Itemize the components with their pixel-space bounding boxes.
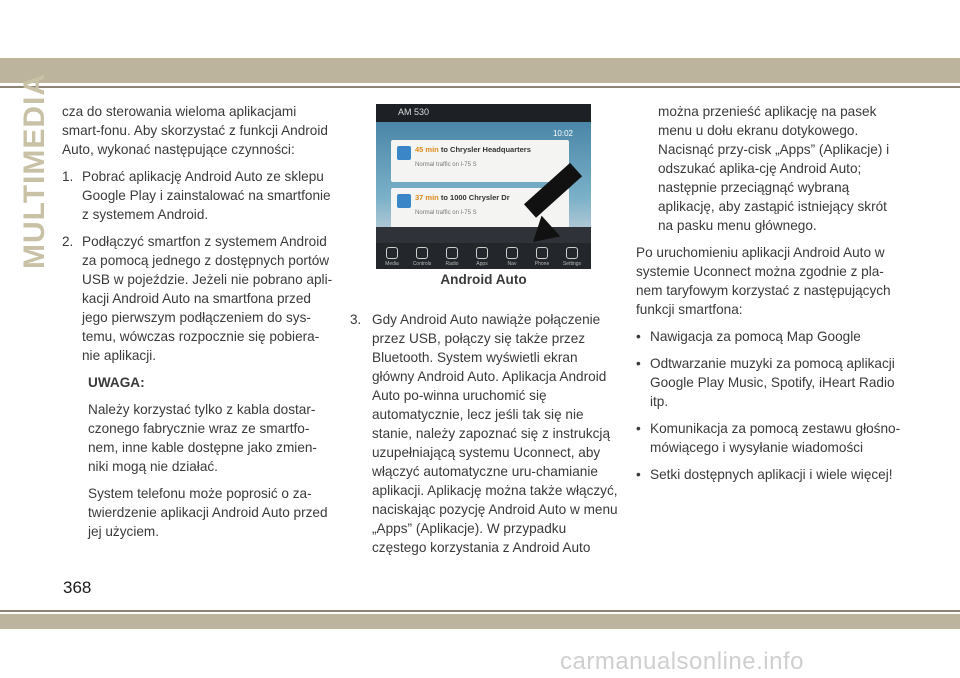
apps-label: Apps (476, 261, 488, 267)
column-1 (62, 102, 335, 549)
note-paragraph-2: System telefonu może poprosić o za-twierdzenie aplikacji Android Auto przed jej użyciem. (88, 486, 328, 539)
note-block (88, 373, 335, 541)
bullet-item (636, 327, 904, 346)
step-number: 1. (62, 169, 74, 184)
nav-card-2-title (415, 193, 510, 202)
settings-icon (566, 247, 578, 259)
media-label: Media (385, 261, 399, 267)
column-3 (636, 102, 904, 492)
navigation-icon (397, 146, 411, 160)
bullet-item (636, 354, 904, 411)
note-paragraph-1: Należy korzystać tylko z kabla dostar-czonego fabrycznie wraz ze smartfo-nem, inne kable dostępne jako zmien-niki mogą nie działać. (88, 402, 317, 474)
bullet-text: Komunikacja za pomocą zestawu głośno-mówiącego i wysyłanie wiadomości (650, 421, 901, 455)
bullet-icon: • (636, 421, 641, 436)
figure-caption: Android Auto (440, 272, 527, 287)
step-text: Podłączyć smartfon z systemem Android za pomocą jednego z dostępnych portów USB w pojeździe. Jeżeli nie pobrano apli-kacji Android Auto na smartfona przed jego pierwszym podłączeniem do sys-temu, wówczas rozpocznie się pobiera-nie aplikacji. (82, 234, 333, 363)
bullet-item (636, 419, 904, 457)
footer-bar (0, 614, 960, 629)
step-number: 3. (350, 312, 362, 327)
page-number: 368 (63, 578, 92, 597)
bullet-icon: • (636, 356, 641, 371)
watermark: carmanualsonline.info (560, 648, 804, 675)
radio-label: Radio (445, 261, 459, 267)
nav-card-2-destination: to 1000 Chrysler Dr (440, 193, 510, 202)
step-2 (62, 232, 335, 365)
section-label-text: MULTIMEDIA (18, 72, 51, 270)
screen-clock: 10:02 (552, 129, 573, 138)
navigation-icon (397, 194, 411, 208)
header-rule (0, 86, 960, 88)
nav-card-1 (391, 140, 569, 182)
section-side-label (18, 72, 52, 270)
nav-card-2-time: 37 min (415, 193, 439, 202)
nav-card-1-subtitle: Normal traffic on I-75 S (415, 162, 477, 168)
phone-label: Phone (534, 261, 550, 267)
nav-icon (506, 247, 518, 259)
header-bar (0, 58, 960, 83)
media-icon (386, 247, 398, 259)
step-3-continuation: można przenieść aplikację na pasek menu u dołu ekranu dotykowego. Nacisnąć przy-cisk „Apps” (Aplikacje) i odszukać aplika-cję Android Auto; następnie przeciągnąć wybraną aplikację, aby zastąpić istniejący skrót na pasku menu głównego. (658, 104, 890, 233)
bullet-text: Setki dostępnych aplikacji i wiele więcej! (650, 467, 893, 482)
note-title: UWAGA: (88, 375, 145, 390)
bullet-text: Odtwarzanie muzyki za pomocą aplikacji Google Play Music, Spotify, iHeart Radio itp. (650, 356, 895, 409)
nav-card-1-time: 45 min (415, 145, 439, 154)
nav-card-1-title (415, 145, 531, 154)
features-paragraph: Po uruchomieniu aplikacji Android Auto w systemie Uconnect można zgodnie z pla-nem taryfowym korzystać z następujących funkcji smartfona: (636, 245, 891, 317)
intro-paragraph: cza do sterowania wieloma aplikacjami smart-fonu. Aby skorzystać z funkcji Android Auto, wykonać następujące czynności: (62, 104, 328, 157)
column-2 (350, 310, 622, 565)
settings-label: Settings (562, 261, 582, 267)
apps-icon (476, 247, 488, 259)
step-1 (62, 167, 335, 224)
nav-label: Nav (507, 261, 517, 267)
step-number: 2. (62, 234, 74, 249)
step-text: Pobrać aplikację Android Auto ze sklepu Google Play i zainstalować na smartfonie z systemem Android. (82, 169, 331, 222)
footer-rule (0, 610, 960, 612)
nav-card-2-subtitle: Normal traffic on I-75 S (415, 210, 477, 216)
step-3 (350, 310, 622, 557)
bullet-text: Nawigacja za pomocą Map Google (650, 329, 861, 344)
android-auto-screenshot (376, 104, 591, 269)
controls-icon (416, 247, 428, 259)
radio-icon (446, 247, 458, 259)
step-text: Gdy Android Auto nawiąże połączenie przez USB, połączy się także przez Bluetooth. System wyświetli ekran główny Android Auto. Aplikacja Android Auto po-winna uruchomić się automatycznie, lecz jeśli tak się nie stanie, należy zapoznać się z instrukcją uzupełniającą systemu Uconnect, aby włączyć automatyczne uru-chamianie aplikacji. Aplikację można także włączyć, naciskając pozycję Android Auto w menu „Apps” (Aplikacje). W przypadku częstego korzystania z Android Auto (372, 312, 618, 555)
nav-card-1-destination: to Chrysler Headquarters (440, 145, 531, 154)
controls-label: Controls (412, 261, 432, 267)
bullet-icon: • (636, 329, 641, 344)
screen-radio-label: AM 530 (398, 107, 430, 117)
bullet-item (636, 465, 904, 484)
bullet-icon: • (636, 467, 641, 482)
